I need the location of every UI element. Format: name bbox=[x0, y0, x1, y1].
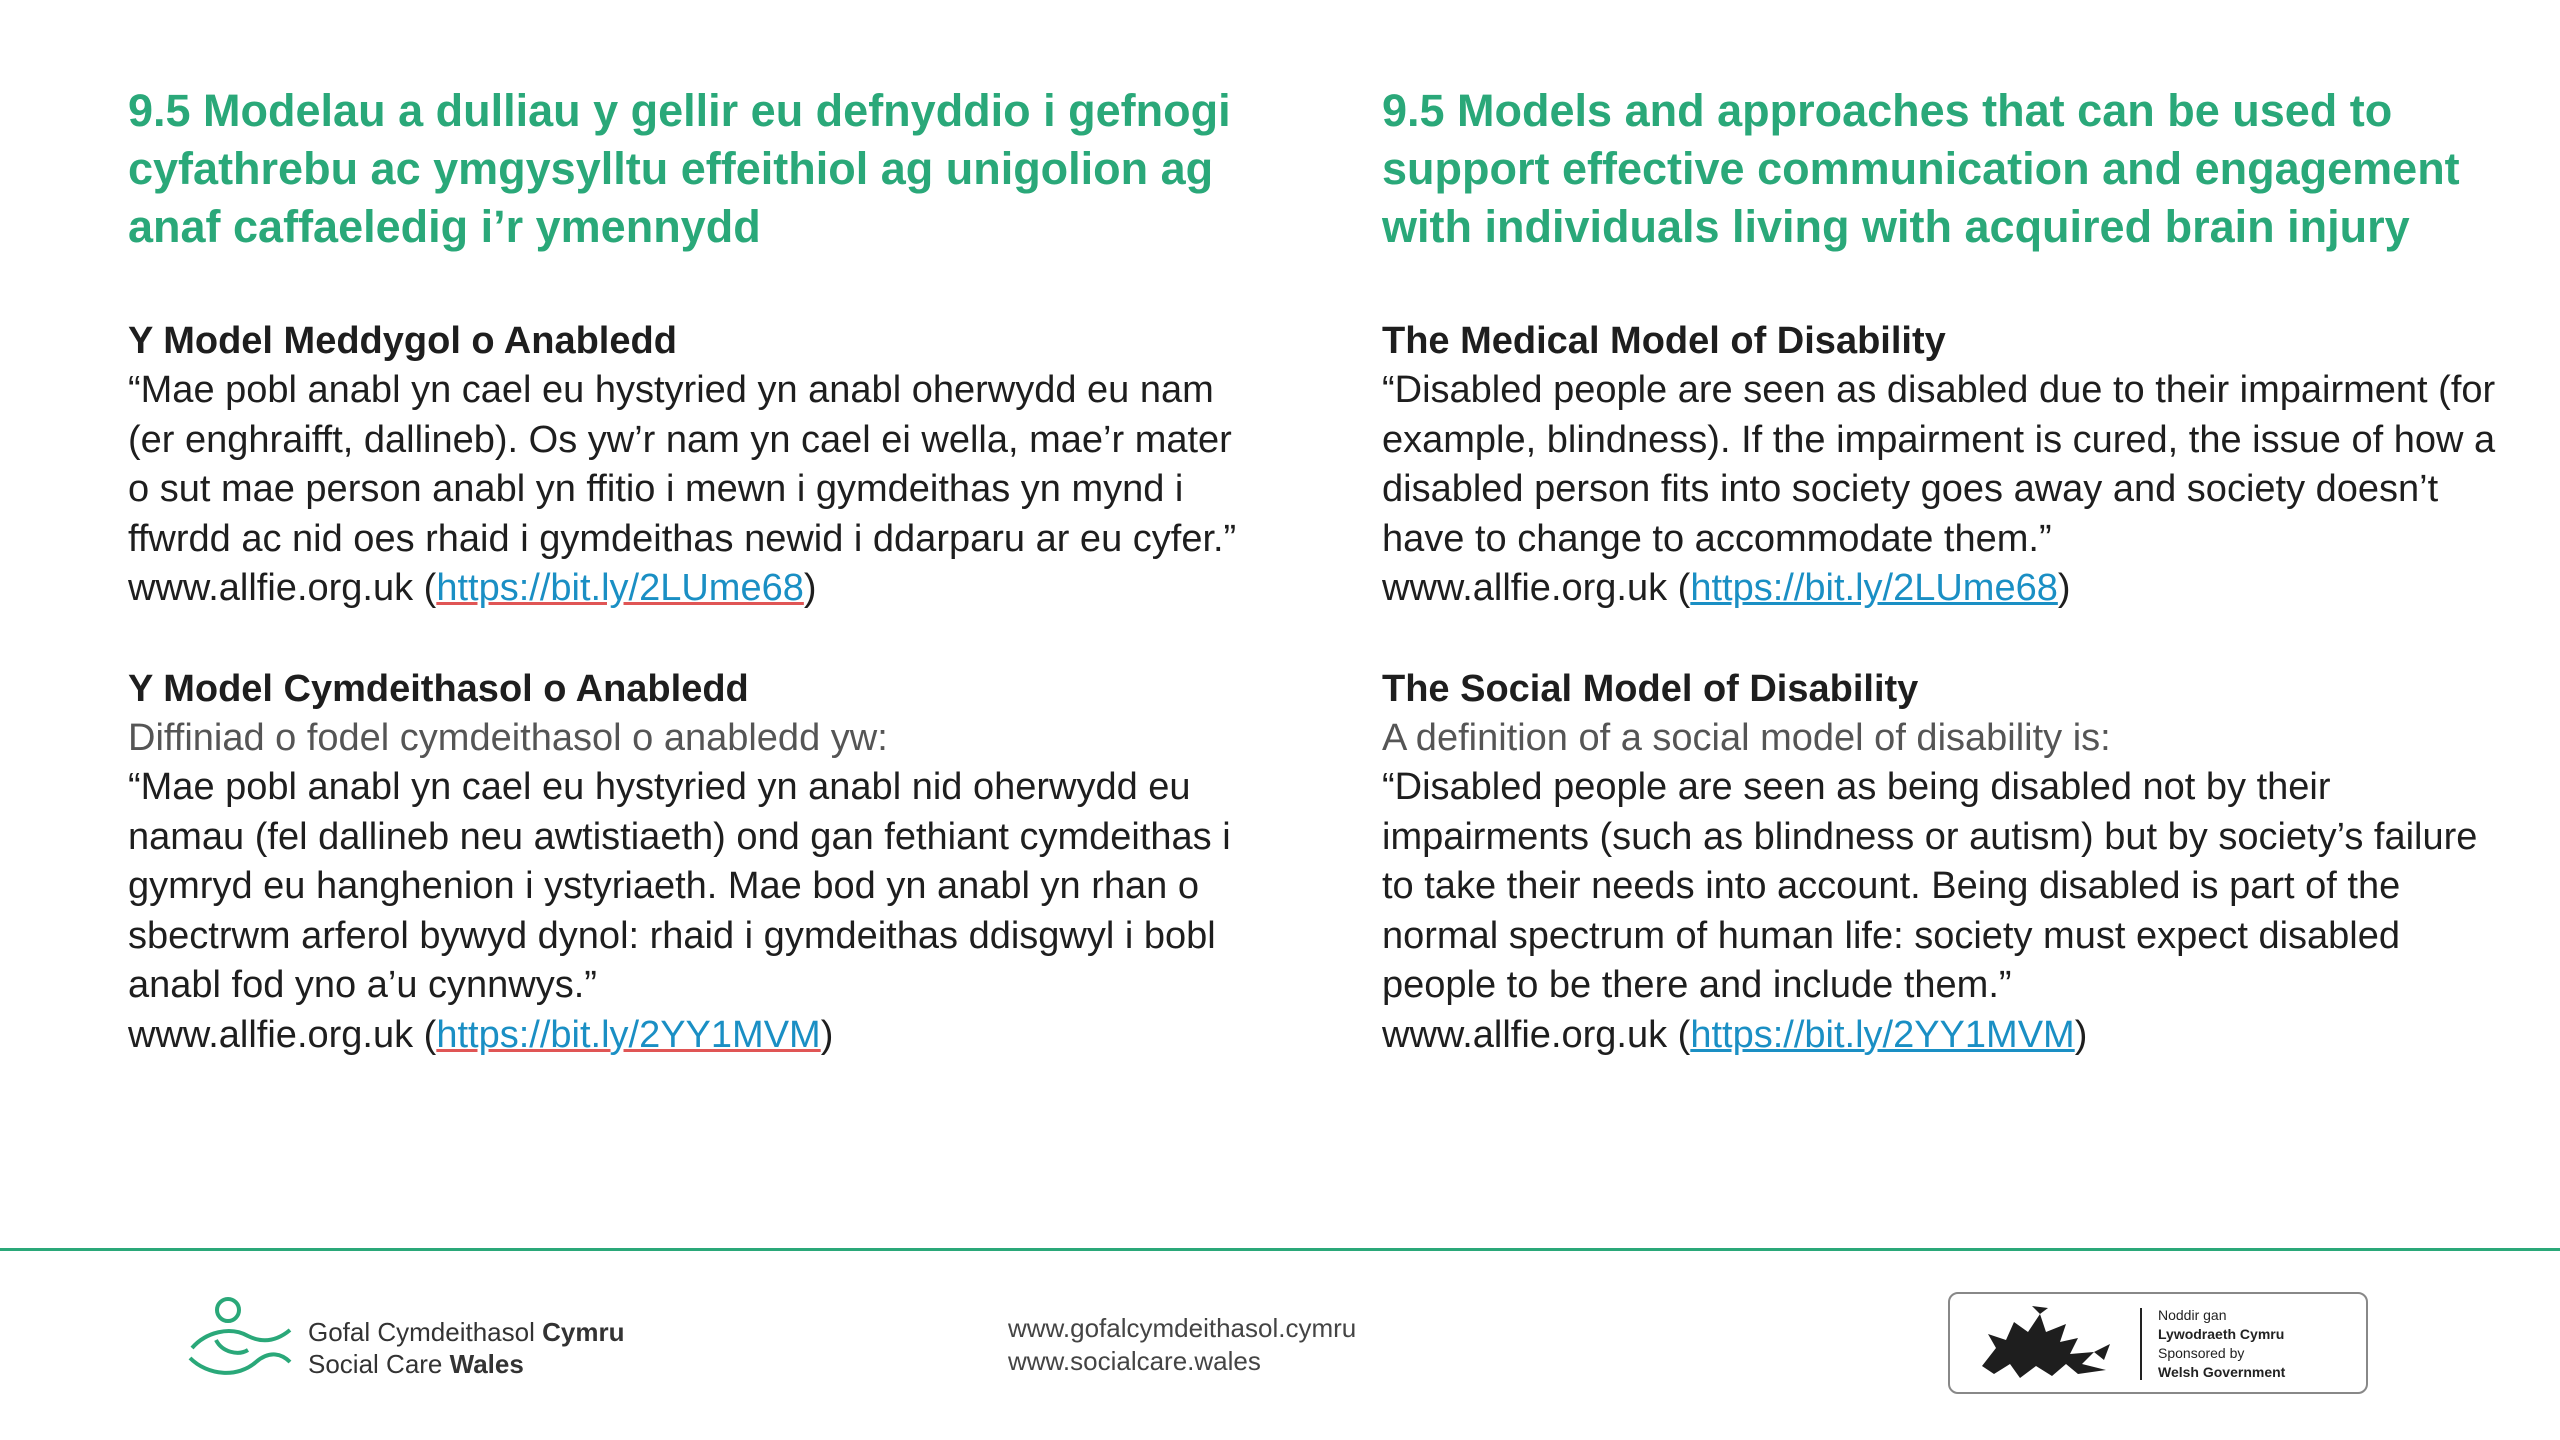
english-social-section bbox=[1382, 664, 2512, 1061]
social-care-wales-logo[interactable] bbox=[186, 1296, 706, 1386]
logo-line2-regular: Social Care bbox=[308, 1349, 450, 1379]
welsh-medical-quote: “Mae pobl anabl yn cael eu hystyried yn anabl oherwydd eu nam (er enghraifft, dallineb). Os yw’r nam yn cael ei wella, mae’r mater o sut mae person anabl yn ffitio i mewn i gymdeithas yn mynd i ffwrdd ac nid oes rhaid i gymdeithas newid i ddarparu ar eu cyfer.” bbox=[128, 369, 1237, 560]
source-site: www.allfie.org.uk ( bbox=[128, 1013, 437, 1056]
sponsor-line2: Lywodraeth Cymru bbox=[2158, 1326, 2285, 1342]
welsh-dragon-icon bbox=[1974, 1304, 2124, 1384]
welsh-heading: 9.5 Modelau a dulliau y gellir eu defnyddio i gefnogi cyfathrebu ac ymgysylltu effeithiol ag unigolion ag anaf caffaeledig i’r ymennydd bbox=[128, 85, 1231, 252]
source-close: ) bbox=[803, 567, 817, 609]
footer-divider bbox=[0, 1248, 2560, 1251]
welsh-social-title: Y Model Cymdeithasol o Anabledd bbox=[128, 667, 749, 710]
welsh-social-source bbox=[128, 1011, 1248, 1061]
logo-line2-bold: Wales bbox=[449, 1349, 524, 1379]
source-site: www.allfie.org.uk ( bbox=[1382, 1013, 1691, 1056]
sponsor-line4: Welsh Government bbox=[2158, 1364, 2286, 1380]
welsh-social-quote: “Mae pobl anabl yn cael eu hystyried yn anabl nid oherwydd eu namau (fel dallineb neu awtistiaeth) ond gan fethiant cymdeithas i gymryd eu hanghenion i ystyriaeth. Mae bod yn anabl yn rhan o sbectrwm arferol bywyd dynol: rhaid i gymdeithas ddisgwyl i bobl anabl fod yno a’u cynnwys.” bbox=[128, 766, 1231, 1006]
welsh-social-intro: Diffiniad o fodel cymdeithasol o anabledd yw: bbox=[128, 716, 888, 759]
social-care-wales-logo-icon bbox=[186, 1296, 296, 1386]
welsh-social-link[interactable]: https://bit.ly/2YY1MVM bbox=[436, 1013, 821, 1056]
logo-line1-bold: Cymru bbox=[542, 1317, 625, 1347]
footer-url-welsh[interactable]: www.gofalcymdeithasol.cymru bbox=[1008, 1313, 1357, 1343]
english-heading: 9.5 Models and approaches that can be used to support effective communication and engagement with individuals living with acquired brain injury bbox=[1382, 85, 2460, 252]
english-social-quote: “Disabled people are seen as being disabled not by their impairments (such as blindness or autism) but by society’s failure to take their needs into account. Being disabled is part of the normal spectrum of human life: society must expect disabled people to be there and include them.” bbox=[1382, 766, 2478, 1006]
source-site: www.allfie.org.uk ( bbox=[1382, 567, 1691, 609]
sponsor-text bbox=[2158, 1306, 2285, 1382]
welsh-medical-source bbox=[128, 564, 1248, 614]
source-close: ) bbox=[2074, 1013, 2088, 1056]
welsh-medical-link[interactable]: https://bit.ly/2LUme68 bbox=[436, 567, 804, 609]
footer-urls bbox=[1008, 1312, 1356, 1378]
english-social-link[interactable]: https://bit.ly/2YY1MVM bbox=[1690, 1013, 2075, 1056]
logo-line1-regular: Gofal Cymdeithasol bbox=[308, 1317, 543, 1347]
english-medical-section bbox=[1382, 316, 2512, 614]
welsh-medical-title: Y Model Meddygol o Anabledd bbox=[128, 320, 677, 362]
english-social-intro: A definition of a social model of disability is: bbox=[1382, 716, 2111, 759]
english-medical-link[interactable]: https://bit.ly/2LUme68 bbox=[1690, 567, 2058, 609]
english-social-source bbox=[1382, 1011, 2512, 1061]
english-column bbox=[1382, 82, 2512, 1110]
source-close: ) bbox=[2057, 567, 2071, 609]
source-close: ) bbox=[820, 1013, 834, 1056]
sponsor-line3: Sponsored by bbox=[2158, 1345, 2245, 1361]
logo-wordmark bbox=[308, 1316, 624, 1380]
welsh-government-sponsor-badge bbox=[1948, 1292, 2368, 1394]
badge-separator bbox=[2140, 1308, 2142, 1380]
footer-url-english[interactable]: www.socialcare.wales bbox=[1008, 1346, 1261, 1376]
english-social-title: The Social Model of Disability bbox=[1382, 667, 1919, 710]
sponsor-line1: Noddir gan bbox=[2158, 1307, 2227, 1323]
welsh-column bbox=[128, 82, 1248, 1110]
english-medical-quote: “Disabled people are seen as disabled due to their impairment (for example, blindness). If the impairment is cured, the issue of how a disabled person fits into society goes away and society doesn’t have to change to accommodate them.” bbox=[1382, 369, 2496, 560]
english-medical-source bbox=[1382, 564, 2512, 614]
english-medical-title: The Medical Model of Disability bbox=[1382, 320, 1946, 362]
welsh-social-section bbox=[128, 664, 1248, 1061]
source-site: www.allfie.org.uk ( bbox=[128, 567, 437, 609]
welsh-medical-section bbox=[128, 316, 1248, 614]
